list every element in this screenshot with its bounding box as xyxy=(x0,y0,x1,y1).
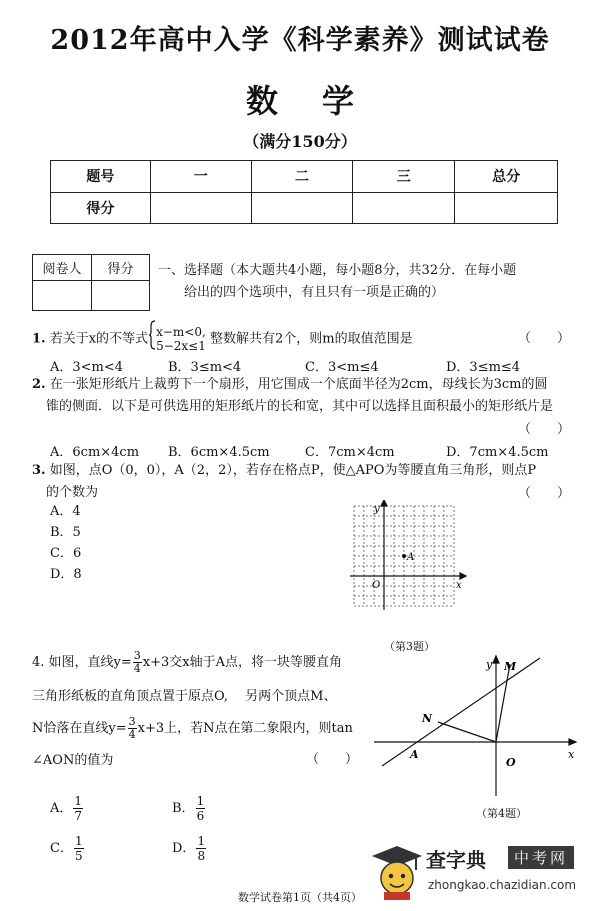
q4-opt-b-frac xyxy=(196,794,206,823)
grader-table xyxy=(32,254,150,311)
q1-answer-paren: （ ） xyxy=(518,331,571,346)
q4-label-y: y xyxy=(486,658,493,671)
q2-option-a: A．6cm×4cm xyxy=(50,445,140,460)
q4-line2: 三角形纸板的直角顶点置于原点O, 另两个顶点M、 xyxy=(32,689,337,704)
q4-label-x: x xyxy=(568,748,575,761)
q3-label-o: O xyxy=(372,580,381,591)
q4-opt-b-letter: B． xyxy=(172,801,195,816)
q4-line4: ∠AON的值为 xyxy=(32,753,114,768)
question-1 xyxy=(32,320,572,358)
score-cell-3 xyxy=(353,192,455,224)
q4-option-c xyxy=(50,834,85,863)
q4-line3-b: x+3上，若N点在第二象限内，则tan xyxy=(137,721,353,736)
score-table-row-label: 得分 xyxy=(51,192,151,224)
score-table-header-2: 二 xyxy=(251,161,353,193)
watermark-tag: 中考网 xyxy=(508,846,574,869)
q1-prefix: 若关于x的不等式 xyxy=(49,331,149,347)
q1-system xyxy=(156,325,206,353)
q2-line2: 锥的侧面．以下是可供选用的矩形纸片的长和宽，其中可以选择且面积最小的矩形纸片是 xyxy=(46,399,554,414)
q2-answer-paren: （ ） xyxy=(518,422,571,437)
q4-opt-c-num: 1 xyxy=(74,834,83,848)
q4-option-b xyxy=(172,794,206,823)
q1-option-b: B．3≤m<4 xyxy=(168,360,242,375)
q4-label-n: N xyxy=(422,712,433,725)
score-cell-total xyxy=(455,192,558,224)
q2-number: 2. xyxy=(32,377,46,392)
mascot-logo-icon xyxy=(370,844,424,902)
section-heading-line1: 一、选择题（本大题共4小题，每小题8分，共32分．在每小题 xyxy=(158,263,517,278)
q2-line1: 在一张矩形纸片上裁剪下一个扇形，用它围成一个底面半径为2cm，母线长为3cm的圆 xyxy=(49,377,548,392)
q4-opt-c-den: 5 xyxy=(74,849,83,863)
score-cell-2 xyxy=(251,192,353,224)
full-mark: （满分150分） xyxy=(243,132,357,151)
q4-fraction-2 xyxy=(128,716,137,741)
q4-line1-a: 如图，直线y= xyxy=(48,655,132,670)
q4-label-m: M xyxy=(504,660,517,673)
q4-line xyxy=(382,658,540,766)
q2-option-c: C．7cm×4cm xyxy=(305,445,395,460)
watermark-brand: 查字典 xyxy=(426,848,486,872)
score-table xyxy=(50,160,558,224)
q4-opt-d-den: 8 xyxy=(197,849,206,863)
q4-number: 4. xyxy=(32,655,45,670)
q4-segment-om xyxy=(496,664,510,742)
q3-option-c: C．6 xyxy=(50,546,82,561)
q1-ineq1: x−m<0, xyxy=(156,325,206,339)
q4-opt-d-num: 1 xyxy=(197,834,206,848)
section-heading xyxy=(158,260,578,304)
section-heading-line2: 给出的四个选项中，有且只有一项是正确的） xyxy=(184,285,445,300)
subject-title: 数学 xyxy=(245,82,398,120)
q4-fraction-1 xyxy=(133,650,142,675)
q4-caption: （第4题） xyxy=(476,807,527,820)
score-cell-1 xyxy=(150,192,251,224)
q1-ineq2: 5−2x≤1 xyxy=(156,339,206,353)
q3-answer-paren: （ ） xyxy=(518,486,571,501)
grader-label: 阅卷人 xyxy=(33,255,92,281)
score-table-header-qnum: 题号 xyxy=(51,161,151,193)
q3-label-y: y xyxy=(374,504,380,515)
q2-option-b: B．6cm×4.5cm xyxy=(168,445,270,460)
q4-frac2-num: 3 xyxy=(128,715,136,728)
q1-brace-icon xyxy=(148,320,156,358)
q2-option-d: D．7cm×4.5cm xyxy=(446,445,549,460)
q4-frac2-den: 4 xyxy=(128,728,136,741)
q3-line1: 如图，点O（0，0），A（2，2），若存在格点P，使△APO为等腰直角三角形，则点P xyxy=(49,463,537,478)
score-table-header-3: 三 xyxy=(353,161,455,193)
q3-caption: （第3题） xyxy=(384,640,435,653)
q1-option-d: D．3≤m≤4 xyxy=(446,360,521,375)
q3-grid-figure xyxy=(348,500,468,612)
grader-score-cell xyxy=(92,281,150,311)
q3-point-a xyxy=(402,554,406,558)
q4-opt-c-letter: C． xyxy=(50,841,73,856)
q1-number: 1. xyxy=(32,331,46,347)
exam-title: 2012年高中入学《科学素养》测试试卷 xyxy=(50,25,550,56)
q1-option-a: A．3<m<4 xyxy=(50,360,124,375)
site-watermark xyxy=(368,842,590,904)
q3-label-a: A xyxy=(407,552,415,563)
q4-opt-a-den: 7 xyxy=(74,809,83,823)
q1-suffix: 整数解共有2个，则m的取值范围是 xyxy=(209,331,413,347)
q4-answer-paren: （ ） xyxy=(306,752,359,767)
q4-line3-a: N恰落在直线y= xyxy=(32,721,127,736)
q4-axes xyxy=(374,656,576,796)
question-2 xyxy=(32,374,592,418)
q4-opt-c-frac xyxy=(74,834,84,863)
q4-label-a: A xyxy=(410,748,419,761)
q1-option-c: C．3<m≤4 xyxy=(305,360,379,375)
q4-segment-on xyxy=(438,722,496,742)
q3-option-d: D．8 xyxy=(50,567,82,582)
watermark-url: zhongkao.chazidian.com xyxy=(428,878,577,892)
q4-opt-a-frac xyxy=(73,794,83,823)
q4-opt-d-frac xyxy=(196,834,206,863)
q4-opt-d-letter: D． xyxy=(172,841,196,856)
grader-cell xyxy=(33,281,92,311)
q4-opt-b-den: 6 xyxy=(196,809,205,823)
question-3 xyxy=(32,460,592,504)
q3-number: 3. xyxy=(32,463,46,478)
q3-line2: 的个数为 xyxy=(46,485,99,500)
grader-score-label: 得分 xyxy=(92,255,150,281)
score-table-header-total: 总分 xyxy=(455,161,558,193)
q3-option-b: B．5 xyxy=(50,525,81,540)
q4-option-a xyxy=(50,794,84,823)
q4-opt-b-num: 1 xyxy=(196,794,205,808)
q3-label-x: x xyxy=(456,580,462,591)
q4-opt-a-letter: A． xyxy=(50,801,73,816)
q4-opt-a-num: 1 xyxy=(74,794,83,808)
page-footer: 数学试卷第1页（共4页） xyxy=(238,891,362,904)
q4-label-o: O xyxy=(506,756,516,769)
q4-frac1-num: 3 xyxy=(133,649,141,662)
score-table-header-1: 一 xyxy=(150,161,251,193)
q4-line1-b: x+3交x轴于A点，将一块等腰直角 xyxy=(142,655,343,670)
q4-frac1-den: 4 xyxy=(133,662,141,675)
q3-option-a: A．4 xyxy=(50,504,81,519)
q4-figure xyxy=(370,650,582,800)
q4-option-d xyxy=(172,834,207,863)
